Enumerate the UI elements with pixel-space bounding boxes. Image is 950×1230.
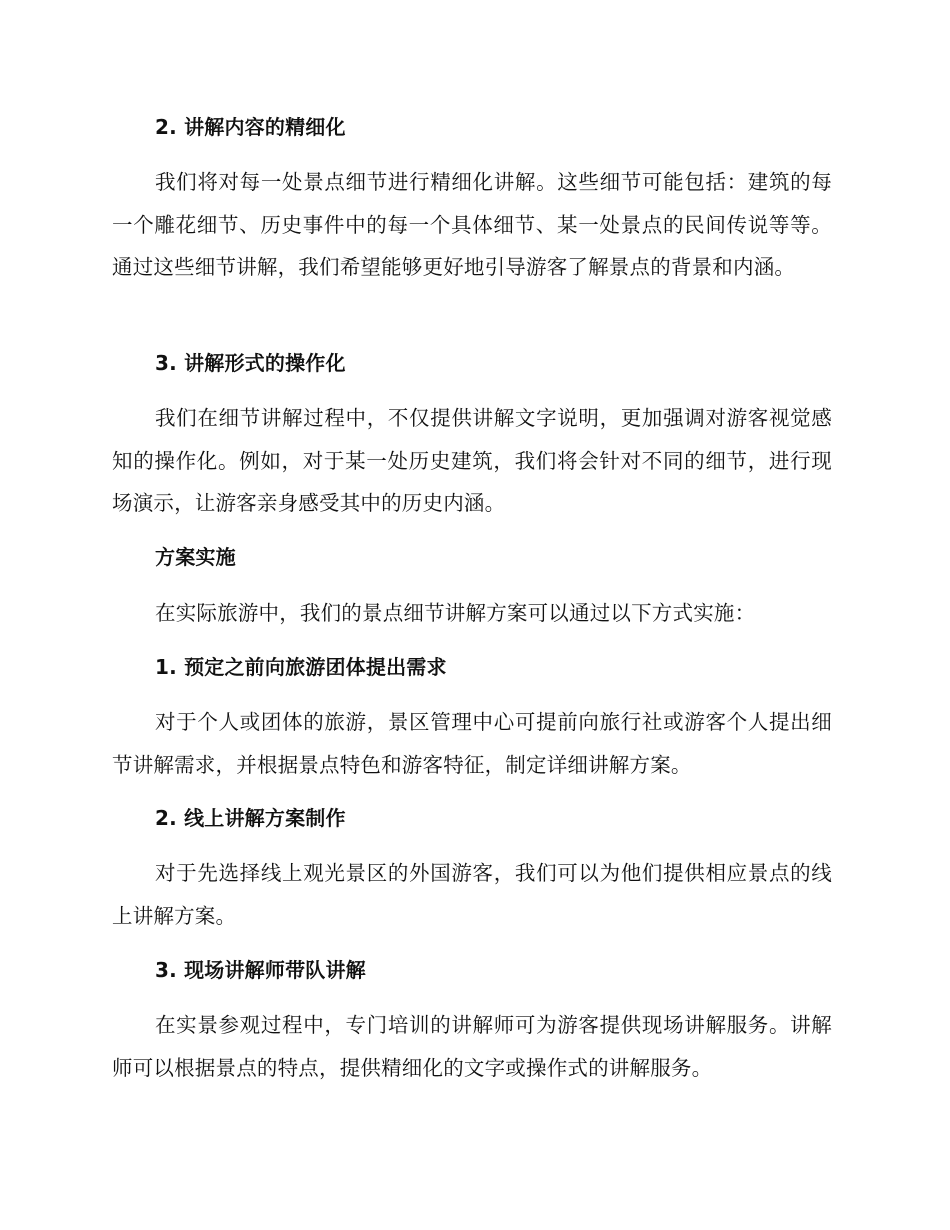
section-heading: 3. 讲解形式的操作化 — [155, 351, 346, 375]
section-heading: 2. 讲解内容的精细化 — [155, 115, 346, 139]
body-paragraph: 我们在细节讲解过程中，不仅提供讲解文字说明，更加强调对游客视觉感知的操作化。例如，对于某一处历史建筑，我们将会针对不同的细节，进行现场演示，让游客亲身感受其中的历史内涵。 — [112, 406, 832, 515]
body-paragraph: 我们将对每一处景点细节进行精细化讲解。这些细节可能包括：建筑的每一个雕花细节、历史事件中的每一个具体细节、某一处景点的民间传说等等。通过这些细节讲解，我们希望能够更好地引导游客了解景点的背景和内涵。 — [112, 170, 832, 279]
section-heading: 3. 现场讲解师带队讲解 — [155, 958, 366, 982]
body-paragraph: 对于个人或团体的旅游，景区管理中心可提前向旅行社或游客个人提出细节讲解需求，并根据景点特色和游客特征，制定详细讲解方案。 — [112, 710, 832, 777]
body-paragraph: 在实际旅游中，我们的景点细节讲解方案可以通过以下方式实施： — [155, 601, 756, 625]
body-paragraph: 在实景参观过程中，专门培训的讲解师可为游客提供现场讲解服务。讲解师可以根据景点的特点，提供精细化的文字或操作式的讲解服务。 — [112, 1013, 832, 1080]
section-heading: 1. 预定之前向旅游团体提出需求 — [155, 655, 447, 679]
section-heading: 方案实施 — [155, 545, 236, 569]
section-heading: 2. 线上讲解方案制作 — [155, 806, 346, 830]
body-paragraph: 对于先选择线上观光景区的外国游客，我们可以为他们提供相应景点的线上讲解方案。 — [112, 861, 832, 928]
